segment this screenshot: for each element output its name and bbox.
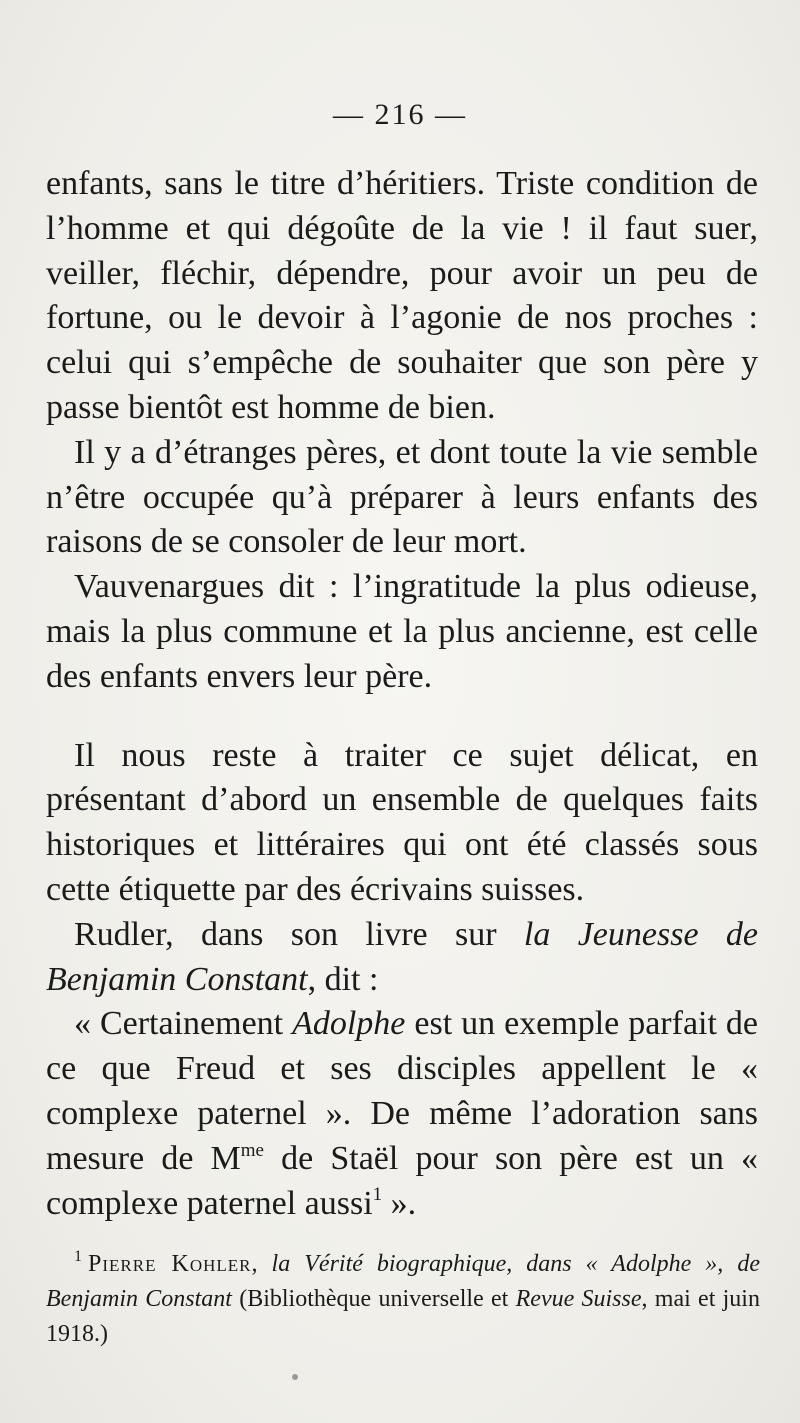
- quote-text: est un exemple parfait de ce que Freud et ses disciples appellent le « complexe paternel ». De même l’adoration sans mesure de M: [46, 1005, 758, 1177]
- paragraph-delicate-subject: Il nous reste à traiter ce sujet délicat, en présentant d’abord un ensemble de quelques faits historiques et littéraires qui ont été classés sous cette étiquette par des écrivains suisses.: [46, 736, 758, 908]
- page-body: [46, 162, 758, 1226]
- rudler-text: Rudler, dans son livre sur: [74, 915, 524, 953]
- page-number: — 216 —: [333, 98, 467, 131]
- paper-speck: [292, 1374, 298, 1380]
- footnote-reference: 1: [372, 1183, 383, 1205]
- footnote-journal: Revue Suisse: [515, 1286, 642, 1312]
- quote-text: « Certainement: [74, 1005, 293, 1043]
- work-title: Adolphe: [292, 1005, 406, 1043]
- footnote-title: la Vérité biographique, dans « Adolphe », de Benjamin Constant: [46, 1251, 761, 1312]
- footnote-separator: ,: [251, 1251, 272, 1277]
- superscript-me: me: [240, 1139, 264, 1161]
- paragraph-vauvenargues: Vauvenargues dit : l’ingratitude la plus odieuse, mais la plus commune et la plus ancienne, est celle des enfants envers leur père.: [46, 568, 758, 695]
- rudler-text-end: , dit :: [307, 960, 379, 998]
- paragraph-rudler: [46, 913, 758, 1003]
- footnote-marker: 1: [74, 1248, 82, 1265]
- book-title: la Jeunesse de Benjamin Constant: [46, 915, 758, 998]
- paragraph-strange-fathers: Il y a d’étranges pères, et dont toute la vie semble n’être occupée qu’à préparer à leurs enfants des raisons de se consoler de leur mort.: [46, 433, 758, 561]
- paragraph-continuation: enfants, sans le titre d’héritiers. Triste condition de l’homme et qui dégoûte de la vie ! il faut suer, veiller, fléchir, dépendre, pour avoir un peu de fortune, ou le devoir à l’agonie de nos proches : celui qui s’empêche de souhaiter que son père y passe bientôt est homme de bien.: [46, 165, 758, 426]
- footnote-author: Pierre Kohler: [88, 1251, 252, 1277]
- quote-text: de Staël pour son père est un « complexe paternel aussi: [46, 1139, 758, 1222]
- footnote-text: (Bibliothèque universelle et: [231, 1286, 516, 1312]
- quote-close: ».: [382, 1184, 417, 1222]
- footnote-date: , mai et juin 1918.): [46, 1286, 760, 1347]
- paragraph-quotation: [46, 1002, 758, 1226]
- footnote: [46, 1247, 760, 1352]
